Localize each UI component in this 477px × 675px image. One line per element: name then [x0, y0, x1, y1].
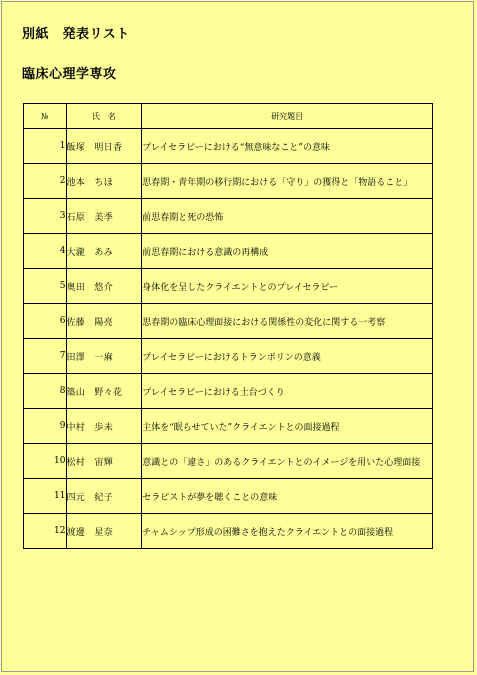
row-number: 3 [24, 199, 67, 234]
row-number: 6 [24, 304, 67, 339]
presenter-name: 池本 ちほ [66, 164, 142, 199]
table-row [24, 479, 433, 514]
table-row [24, 164, 433, 199]
column-header-no: № [24, 104, 67, 129]
presenter-name: 田澤 一麻 [66, 339, 142, 374]
row-number: 2 [24, 164, 67, 199]
research-title: セラピストが夢を聴くことの意味 [142, 479, 433, 514]
table-row [24, 129, 433, 164]
table-row [24, 199, 433, 234]
table-row [24, 409, 433, 444]
presenter-name: 中村 歩未 [66, 409, 142, 444]
row-number: 7 [24, 339, 67, 374]
row-number: 11 [24, 479, 67, 514]
research-title: 身体化を呈したクライエントとのプレイセラピー [142, 269, 433, 304]
row-number: 12 [24, 514, 67, 549]
presenter-name: 四元 紀子 [66, 479, 142, 514]
row-number: 1 [24, 129, 67, 164]
table-row [24, 514, 433, 549]
research-title: 主体を“眠らせていた”クライエントとの面接過程 [142, 409, 433, 444]
table-header-row [24, 104, 433, 129]
research-title: プレイセラピーにおける土台づくり [142, 374, 433, 409]
research-title: チャムシップ形成の困難さを抱えたクライエントとの面接過程 [142, 514, 433, 549]
presenter-name: 佐藤 陽亮 [66, 304, 142, 339]
column-header-title: 研究題目 [142, 104, 433, 129]
row-number: 8 [24, 374, 67, 409]
table-row [24, 339, 433, 374]
presenter-name: 飯塚 明日香 [66, 129, 142, 164]
research-title: 思春期・青年期の移行期における「守り」の獲得と「物語ること」 [142, 164, 433, 199]
research-title: 前思春期と死の恐怖 [142, 199, 433, 234]
presenter-name: 築山 野々花 [66, 374, 142, 409]
research-title: プレイセラピーにおけるトランポリンの意義 [142, 339, 433, 374]
row-number: 9 [24, 409, 67, 444]
presenter-name: 渡邊 星奈 [66, 514, 142, 549]
presenter-name: 大瀧 あみ [66, 234, 142, 269]
department-heading: 臨床心理学専攻 [22, 67, 117, 82]
table-row [24, 234, 433, 269]
presenter-name: 松村 宙輝 [66, 444, 142, 479]
row-number: 10 [24, 444, 67, 479]
research-title: 意識との「違さ」のあるクライエントとのイメージを用いた心理面接 [142, 444, 433, 479]
document-title: 別紙 発表リスト [22, 27, 130, 42]
table-row [24, 304, 433, 339]
presenter-name: 石原 美季 [66, 199, 142, 234]
table-row [24, 444, 433, 479]
table-row [24, 269, 433, 304]
research-title: 思春期の臨床心理面接における関係性の変化に関する一考察 [142, 304, 433, 339]
column-header-name: 氏 名 [66, 104, 142, 129]
presentation-table [23, 103, 433, 549]
row-number: 4 [24, 234, 67, 269]
research-title: 前思春期における意識の再構成 [142, 234, 433, 269]
presenter-name: 奥田 悠介 [66, 269, 142, 304]
table-row [24, 374, 433, 409]
row-number: 5 [24, 269, 67, 304]
research-title: プレイセラピーにおける“無意味なこと”の意味 [142, 129, 433, 164]
